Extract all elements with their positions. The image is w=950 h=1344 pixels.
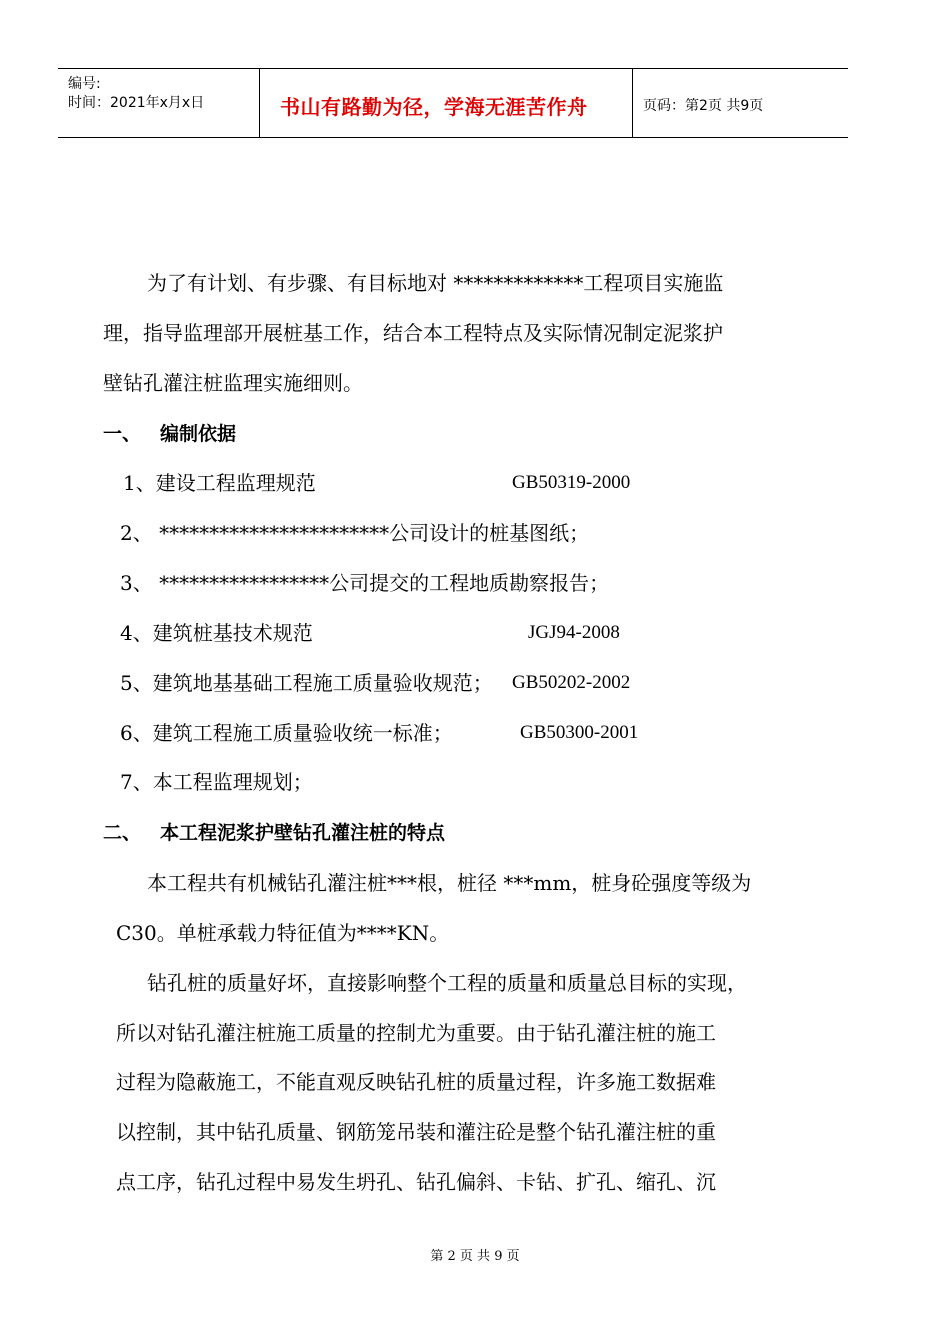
reference-item-6: 6、建筑工程施工质量验收统一标准；: [120, 721, 453, 745]
reference-item-1: 1、建设工程监理规范: [123, 471, 316, 495]
intro-line-3: 壁钻孔灌注桩监理实施细则。: [103, 371, 363, 395]
header-info-cell: [58, 69, 260, 137]
quality-para-line-4: 以控制，其中钻孔质量、钢筋笼吊装和灌注砼是整个钻孔灌注桩的重: [116, 1120, 716, 1144]
header-page-cell: [633, 69, 848, 137]
header-motto-cell: [260, 69, 633, 137]
reference-item-2: 2、 ***********************公司设计的桩基图纸；: [120, 521, 590, 545]
reference-code-1: GB50319-2000: [512, 472, 631, 493]
quality-para-line-1: 钻孔桩的质量好坏，直接影响整个工程的质量和质量总目标的实现，: [147, 971, 747, 995]
quality-para-line-2: 所以对钻孔灌注桩施工质量的控制尤为重要。由于钻孔灌注桩的施工: [116, 1021, 716, 1045]
intro-line-1: 为了有计划、有步骤、有目标地对 *************工程项目实施监: [147, 271, 724, 295]
section-1-title: 编制依据: [160, 423, 237, 445]
quality-para-line-3: 过程为隐蔽施工，不能直观反映钻孔桩的质量过程，许多施工数据难: [116, 1070, 716, 1094]
section-1-number: 一、: [103, 423, 142, 445]
reference-code-6: GB50300-2001: [520, 722, 639, 743]
reference-code-4: JGJ94-2008: [528, 622, 620, 643]
pile-para-line-2: C30。单桩承载力特征值为****KN。: [116, 921, 450, 945]
motto-text: 书山有路勤为径，学海无涯苦作舟: [280, 95, 588, 119]
section-2-title: 本工程泥浆护壁钻孔灌注桩的特点: [160, 822, 446, 844]
date-label: 时间：2021年x月x日: [68, 95, 205, 111]
page-footer: 第 2 页 共 9 页: [430, 1249, 520, 1264]
reference-item-7: 7、本工程监理规划；: [120, 770, 313, 794]
reference-item-4: 4、建筑桩基技术规范: [120, 621, 313, 645]
section-2-number: 二、: [103, 822, 142, 844]
page-number-label: 页码：第2页 共9页: [643, 98, 764, 114]
reference-item-3: 3、 *****************公司提交的工程地质勘察报告；: [120, 571, 610, 595]
quality-para-line-5: 点工序，钻孔过程中易发生坍孔、钻孔偏斜、卡钻、扩孔、缩孔、沉: [116, 1170, 716, 1194]
reference-code-5: GB50202-2002: [512, 672, 631, 693]
pile-para-line-1: 本工程共有机械钻孔灌注桩***根，桩径 ***mm，桩身砼强度等级为: [147, 871, 752, 895]
reference-item-5: 5、建筑地基基础工程施工质量验收规范；: [120, 671, 493, 695]
intro-line-2: 理，指导监理部开展桩基工作，结合本工程特点及实际情况制定泥浆护: [103, 321, 723, 345]
serial-number-label: 编号:: [68, 76, 101, 92]
page-header: [58, 68, 848, 138]
